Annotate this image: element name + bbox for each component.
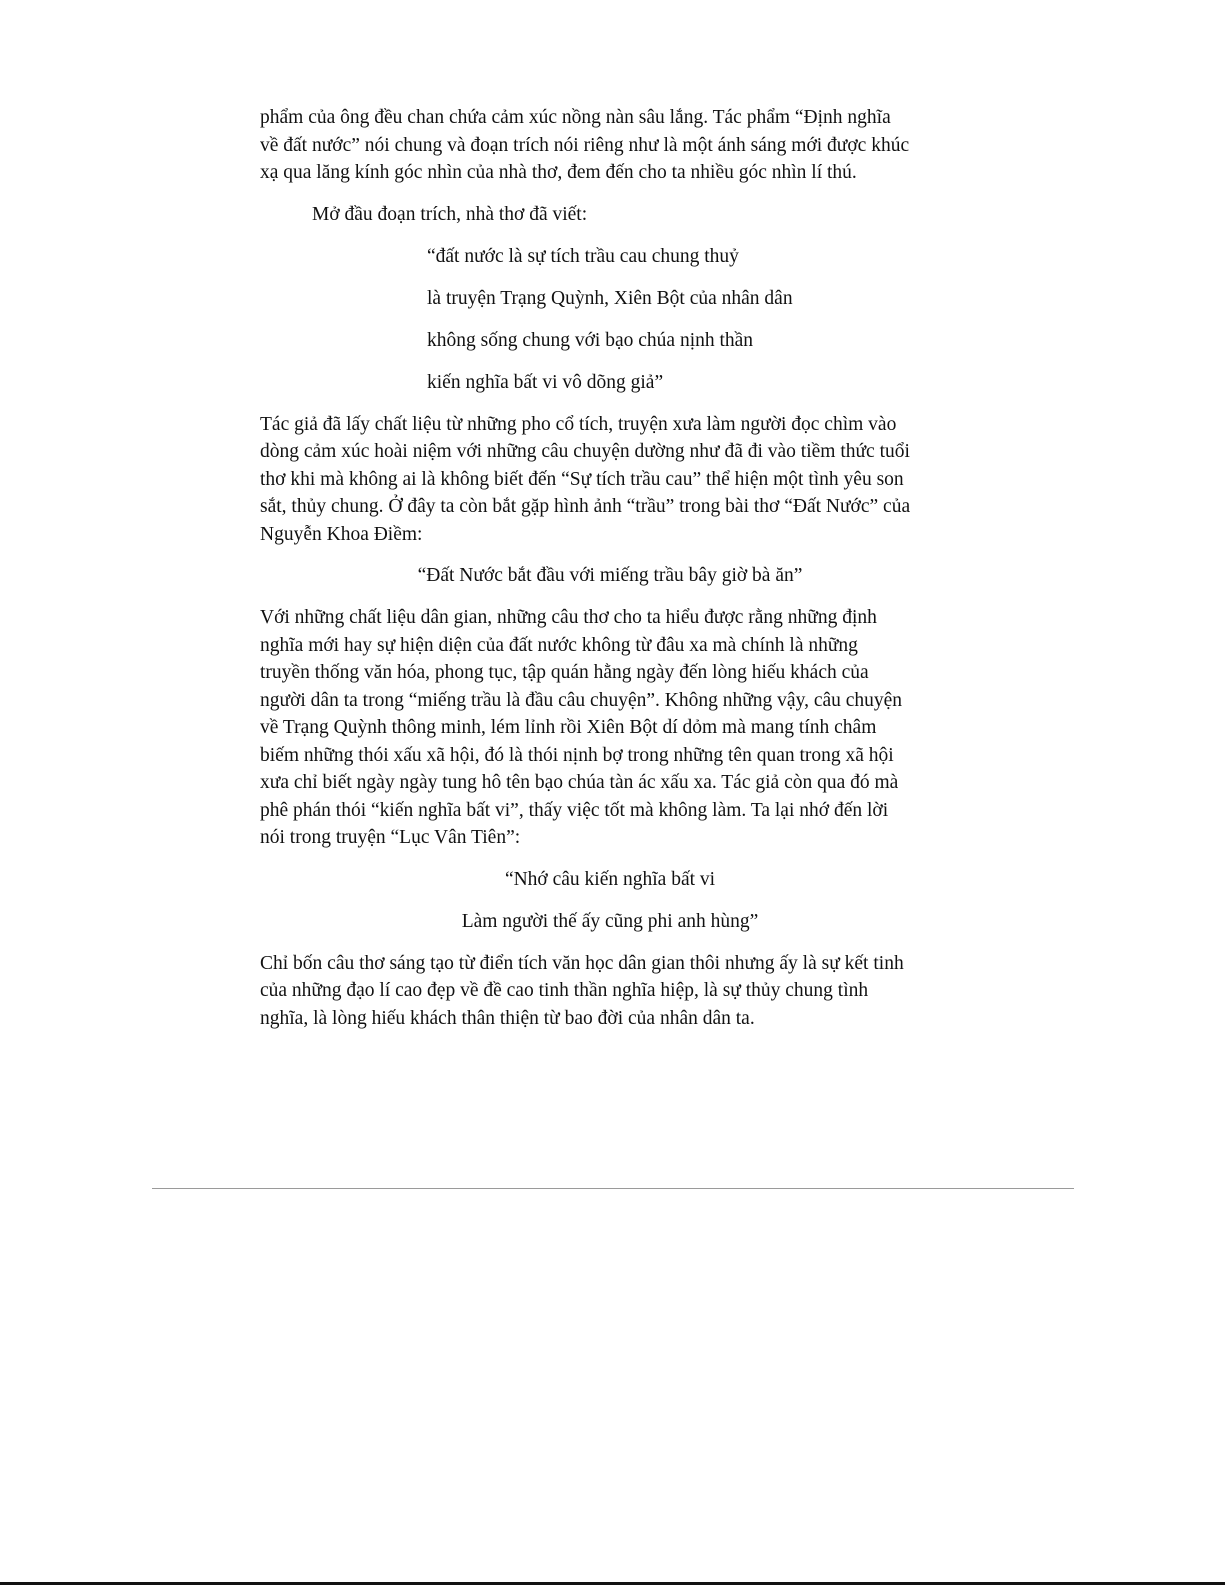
quote-block bbox=[260, 866, 960, 936]
text-line: nói trong truyện “Lục Vân Tiên”: bbox=[260, 827, 521, 848]
text-line: nghĩa mới hay sự hiện diện của đất nước không từ đâu xa mà chính là những bbox=[260, 634, 858, 656]
text-line: Nguyễn Khoa Điềm: bbox=[260, 523, 423, 545]
text-line: Chỉ bốn câu thơ sáng tạo từ điển tích văn học dân gian thôi nhưng ấy là sự kết tinh bbox=[260, 952, 904, 974]
text-line: dòng cảm xúc hoài niệm với những câu chuyện dường như đã đi vào tiềm thức tuổi bbox=[260, 441, 910, 462]
text-line: xạ qua lăng kính góc nhìn của nhà thơ, đem đến cho ta nhiều góc nhìn lí thú. bbox=[260, 162, 857, 183]
text-line: phê phán thói “kiến nghĩa bất vi”, thấy việc tốt mà không làm. Ta lại nhớ đến lời bbox=[260, 799, 889, 821]
text-line: sắt, thủy chung. Ở đây ta còn bắt gặp hình ảnh “trầu” trong bài thơ “Đất Nước” của bbox=[260, 496, 911, 517]
text-line: nghĩa, là lòng hiếu khách thân thiện từ bao đời của nhân dân ta. bbox=[260, 1007, 755, 1029]
paragraph-analysis-2 bbox=[260, 604, 960, 852]
quote-line: Làm người thế ấy cũng phi anh hùng” bbox=[461, 910, 759, 932]
text-line: xưa chỉ biết ngày ngày tung hô tên bạo chúa tàn ác xấu xa. Tác giả còn qua đó mà bbox=[260, 772, 899, 793]
text-line: truyền thống văn hóa, phong tục, tập quán hằng ngày đến lòng hiếu khách của bbox=[260, 662, 869, 683]
document-body bbox=[260, 104, 960, 1032]
text-line: phẩm của ông đều chan chứa cảm xúc nồng nàn sâu lắng. Tác phẩm “Định nghĩa bbox=[260, 107, 891, 128]
quote-line: “Đất Nước bắt đầu với miếng trầu bây giờ bà ăn” bbox=[417, 565, 803, 586]
paragraph-opening: Mở đầu đoạn trích, nhà thơ đã viết: bbox=[312, 203, 588, 225]
quote-line: “Nhớ câu kiến nghĩa bất vi bbox=[504, 868, 716, 890]
text-line: Với những chất liệu dân gian, những câu thơ cho ta hiểu được rằng những định bbox=[260, 607, 877, 628]
paragraph-intro bbox=[260, 104, 960, 187]
text-line: người dân ta trong “miếng trầu là đầu câu chuyện”. Không những vậy, câu chuyện bbox=[260, 689, 903, 711]
verse-block bbox=[260, 243, 960, 397]
paragraph-conclusion bbox=[260, 950, 960, 1033]
verse-line: không sống chung với bạo chúa nịnh thần bbox=[427, 329, 754, 351]
verse-line: kiến nghĩa bất vi vô dõng giả” bbox=[427, 371, 664, 393]
text-line: của những đạo lí cao đẹp về đề cao tinh thần nghĩa hiệp, là sự thủy chung tình bbox=[260, 980, 869, 1001]
text-line: thơ khi mà không ai là không biết đến “Sự tích trầu cau” thể hiện một tình yêu son bbox=[260, 468, 904, 490]
page-divider bbox=[152, 1188, 1074, 1189]
verse-line: “đất nước là sự tích trầu cau chung thuỷ bbox=[427, 245, 739, 267]
text-line: về đất nước” nói chung và đoạn trích nói riêng như là một ánh sáng mới được khúc bbox=[260, 134, 910, 156]
verse-line: là truyện Trạng Quỳnh, Xiên Bột của nhân dân bbox=[427, 287, 793, 309]
text-line: về Trạng Quỳnh thông minh, lém lỉnh rồi Xiên Bột dí dỏm mà mang tính châm bbox=[260, 717, 877, 738]
text-line: biếm những thói xấu xã hội, đó là thói nịnh bợ trong những tên quan trong xã hội bbox=[260, 744, 894, 766]
paragraph-analysis-1 bbox=[260, 411, 960, 549]
text-line: Tác giả đã lấy chất liệu từ những pho cổ tích, truyện xưa làm người đọc chìm vào bbox=[260, 413, 897, 435]
